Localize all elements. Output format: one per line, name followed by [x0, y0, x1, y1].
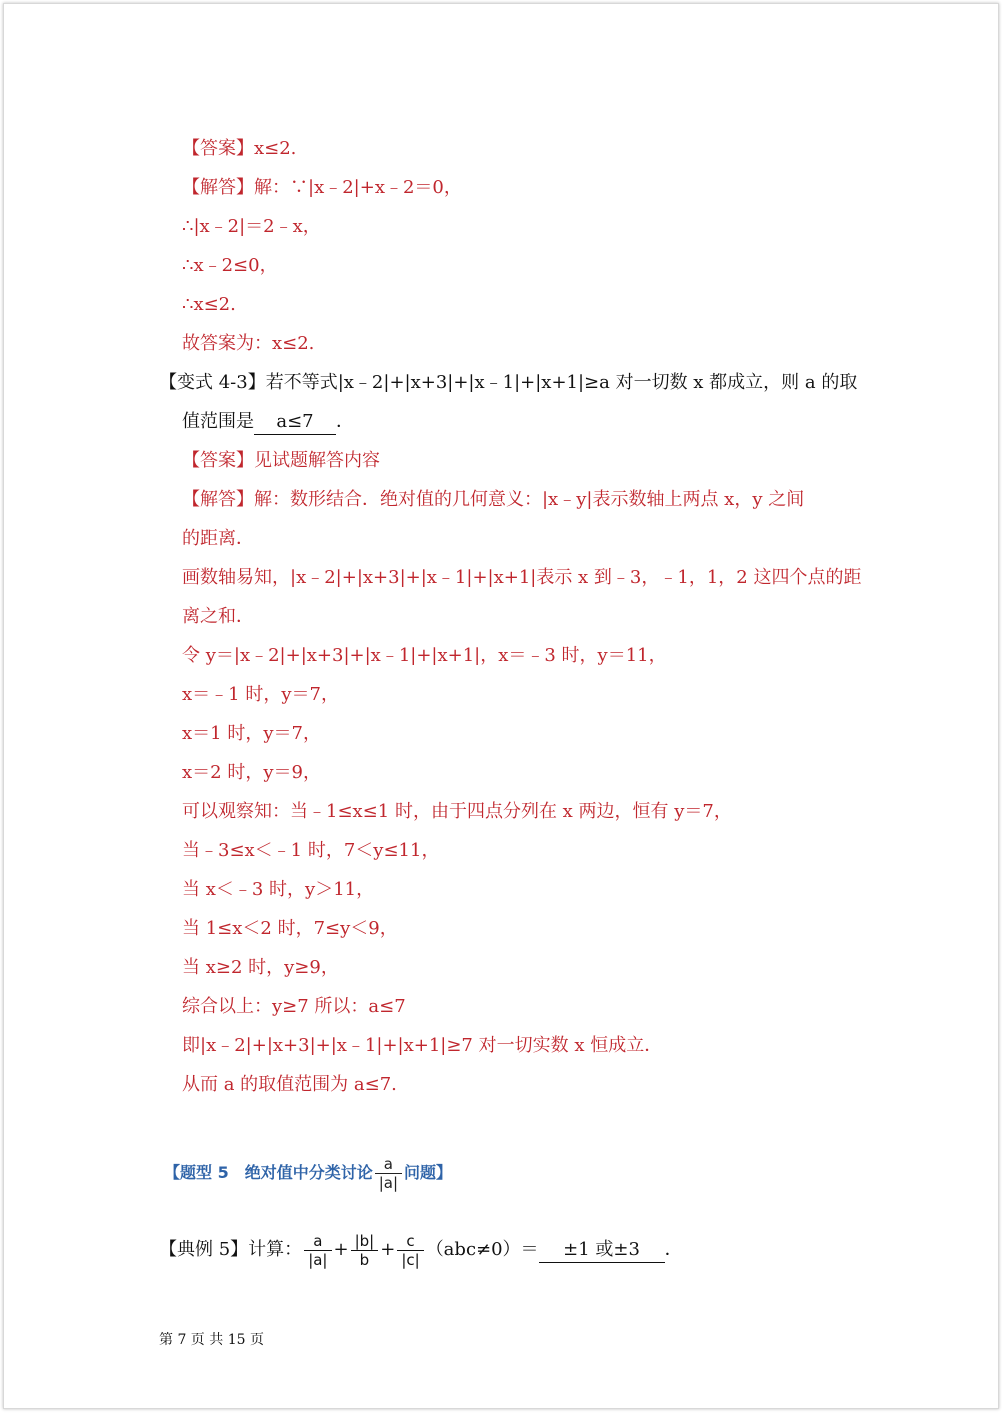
- solution-line: x＝1 时，y＝7，: [182, 723, 321, 744]
- period: ．: [664, 1239, 683, 1260]
- fraction-c: [397, 1232, 423, 1269]
- solution-line: 当 x＜﹣3 时，y＞11，: [182, 879, 375, 900]
- fraction-denominator: |a|: [378, 1174, 399, 1192]
- fraction-b: [351, 1232, 379, 1269]
- plus-sign: +: [333, 1239, 349, 1260]
- fraction-numerator: a: [375, 1155, 402, 1174]
- fraction-denominator: |c|: [401, 1250, 420, 1269]
- solution-line: 当 x≥2 时，y≥9，: [182, 957, 339, 978]
- fraction-denominator: b: [359, 1250, 370, 1269]
- answer-line: 【答案】见试题解答内容: [182, 450, 380, 471]
- solution-line: ∴|x﹣2|＝2﹣x，: [182, 216, 321, 237]
- section-heading: [164, 1151, 452, 1195]
- solution-line: 从而 a 的取值范围为 a≤7.: [182, 1074, 397, 1095]
- condition-text: （abc≠0）＝: [425, 1239, 539, 1260]
- answer-blank: a≤7: [254, 410, 336, 435]
- heading-fraction: [375, 1155, 402, 1192]
- solution-line: x＝﹣1 时，y＝7，: [182, 684, 339, 705]
- solution-line: 故答案为：x≤2.: [182, 333, 315, 354]
- solution-line: 当﹣3≤x＜﹣1 时，7＜y≤11，: [182, 840, 440, 861]
- document-page: [3, 3, 999, 1409]
- solution-line: 离之和．: [182, 606, 254, 627]
- heading-text: 【题型 5 绝对值中分类讨论: [164, 1163, 373, 1182]
- fraction-denominator: |a|: [308, 1250, 328, 1269]
- answer-line: 【答案】x≤2.: [182, 138, 297, 159]
- solution-line: 综合以上：y≥7 所以：a≤7: [182, 996, 406, 1017]
- fraction-a: [304, 1232, 331, 1269]
- page-footer: 第 7 页 共 15 页: [159, 1332, 264, 1348]
- plus-sign: +: [380, 1239, 396, 1260]
- solution-line: 即|x﹣2|+|x+3|+|x﹣1|+|x+1|≥7 对一切实数 x 恒成立．: [182, 1035, 663, 1056]
- fraction-numerator: c: [397, 1232, 423, 1251]
- solution-line: 当 1≤x＜2 时，7≤y＜9，: [182, 918, 398, 939]
- heading-text: 问题】: [404, 1163, 453, 1182]
- solution-line: 【解答】解：∵|x﹣2|+x﹣2＝0，: [182, 177, 462, 198]
- answer-blank: ±1 或±3: [539, 1238, 665, 1263]
- variant-problem-line2: [182, 410, 354, 435]
- solution-line: 可以观察知：当﹣1≤x≤1 时，由于四点分列在 x 两边，恒有 y＝7，: [182, 801, 732, 822]
- solution-line: ∴x﹣2≤0，: [182, 255, 278, 276]
- solution-line: 的距离．: [182, 528, 254, 549]
- problem-text: ．: [336, 411, 354, 432]
- solution-line: ∴x≤2.: [182, 294, 236, 315]
- example-label: 【典例 5】计算：: [159, 1239, 303, 1260]
- solution-line: 【解答】解：数形结合．绝对值的几何意义：|x﹣y|表示数轴上两点 x，y 之间: [182, 489, 805, 510]
- solution-line: x＝2 时，y＝9，: [182, 762, 321, 783]
- fraction-numerator: |b|: [351, 1232, 379, 1251]
- variant-problem: 【变式 4-3】若不等式|x﹣2|+|x+3|+|x﹣1|+|x+1|≥a 对一切数 x 都成立，则 a 的取: [159, 372, 858, 393]
- solution-line: 令 y＝|x﹣2|+|x+3|+|x﹣1|+|x+1|，x＝﹣3 时，y＝11，: [182, 645, 667, 666]
- fraction-numerator: a: [304, 1232, 331, 1251]
- example-problem: [159, 1226, 683, 1274]
- problem-text: 值范围是: [182, 411, 254, 432]
- solution-line: 画数轴易知，|x﹣2|+|x+3|+|x﹣1|+|x+1|表示 x 到﹣3，﹣1，1，2 这四个点的距: [182, 567, 862, 588]
